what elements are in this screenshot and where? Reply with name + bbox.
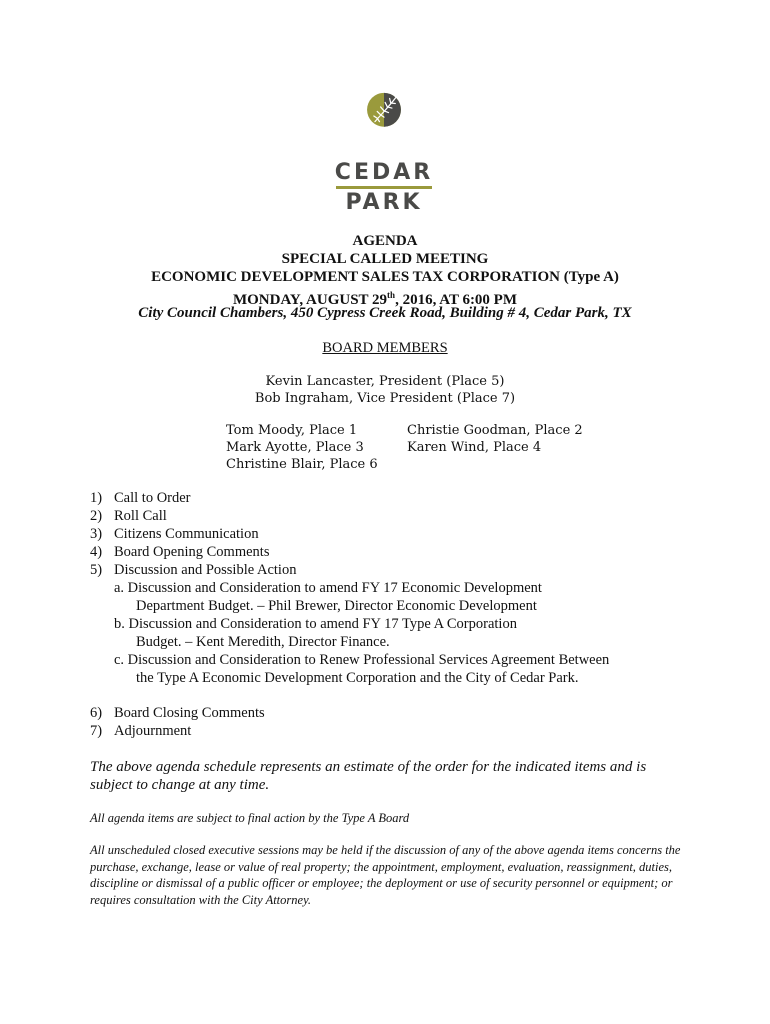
agenda-item: 6) Board Closing Comments (90, 705, 265, 721)
cedar-park-logo (332, 90, 436, 160)
logo-text-park: PARK (345, 190, 423, 215)
logo-divider (336, 186, 432, 189)
agenda-item: 1) Call to Order (90, 490, 191, 506)
board-member: Christie Goodman, Place 2 (407, 423, 583, 438)
agenda-subitem-continuation: Department Budget. – Phil Brewer, Director Economic Development (136, 598, 537, 614)
board-president: Kevin Lancaster, President (Place 5) (265, 374, 505, 389)
agenda-subitem: a. Discussion and Consideration to amend FY 17 Economic Development (114, 580, 542, 596)
agenda-title: AGENDA (352, 233, 418, 249)
agenda-item: 7) Adjournment (90, 723, 192, 739)
board-member: Karen Wind, Place 4 (407, 440, 542, 455)
logo-text-cedar: CEDAR (334, 160, 434, 185)
meeting-type: SPECIAL CALLED MEETING (281, 251, 489, 267)
agenda-subitem: c. Discussion and Consideration to Renew Professional Services Agreement Between (114, 652, 610, 668)
closed-sessions-note: All unscheduled closed executive sessions may be held if the discussion of any of the above agenda items concerns the purchase, exchange, lease or value of real property; the appointment, employment, evaluation, reassignment, duties, discipline or dismissal of a public officer or employee; the deployment or use of security personnel or equipment; or requires consultation with the City Attorney. (90, 843, 681, 907)
board-vice-president: Bob Ingraham, Vice President (Place 7) (254, 391, 516, 406)
board-member: Christine Blair, Place 6 (226, 457, 378, 472)
agenda-item: 4) Board Opening Comments (90, 544, 270, 560)
agenda-subitem-continuation: Budget. – Kent Meredith, Director Finance. (136, 634, 390, 650)
schedule-estimate-note: The above agenda schedule represents an estimate of the order for the indicated items and is subject to change at any time. (90, 759, 647, 793)
meeting-date: MONDAY, AUGUST 29th, 2016, AT 6:00 PM (232, 290, 518, 308)
final-action-note: All agenda items are subject to final action by the Type A Board (90, 811, 410, 825)
board-members-heading: BOARD MEMBERS (322, 340, 448, 356)
agenda-item: 3) Citizens Communication (90, 526, 259, 542)
agenda-subitem-continuation: the Type A Economic Development Corporation and the City of Cedar Park. (136, 670, 579, 686)
agenda-subitem: b. Discussion and Consideration to amend FY 17 Type A Corporation (114, 616, 517, 632)
board-member: Mark Ayotte, Place 3 (226, 440, 364, 455)
meeting-location: City Council Chambers, 450 Cypress Creek Road, Building # 4, Cedar Park, TX (138, 305, 632, 321)
agenda-item: 2) Roll Call (90, 508, 167, 524)
agenda-item: 5) Discussion and Possible Action (90, 562, 297, 578)
board-member: Tom Moody, Place 1 (226, 423, 358, 438)
organization-name: ECONOMIC DEVELOPMENT SALES TAX CORPORATION (Type A) (151, 269, 619, 285)
